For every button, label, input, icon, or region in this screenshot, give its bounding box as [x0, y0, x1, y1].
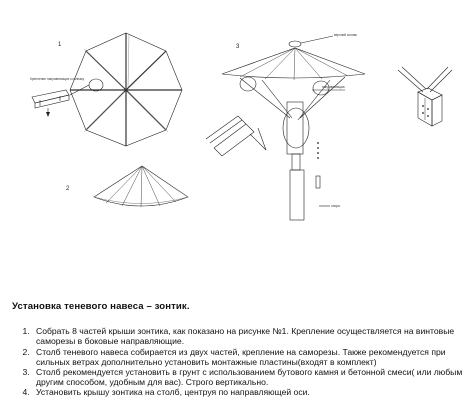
figure-2-roof-side-view [66, 166, 188, 207]
figure-3-number: 3 [236, 44, 240, 50]
cone-ribs [106, 166, 176, 207]
figure-3-callout-top: верхний колпак [334, 33, 357, 37]
figure-1-callout: Крепление направляющих к колпаку [30, 77, 85, 81]
figure-3-callout-pole: направляющая [322, 85, 345, 89]
mount-bolts [422, 105, 429, 117]
instruction-step-3: 3. Столб рекомендуется установить в грунт с использованием бутового камня и бетонной смеси( или любым другим способом, удобным для вас). Строго вертикально. [32, 367, 468, 387]
figure-3-full-assembly [206, 33, 365, 220]
installation-instructions [10, 302, 468, 398]
mount-block-side [432, 95, 442, 126]
mount-plate-icon [316, 176, 320, 188]
pole-joint [292, 154, 300, 170]
umbrella-ribs [240, 48, 348, 80]
figure-2-number: 2 [66, 186, 70, 192]
instruction-step-2: 2. Столб теневого навеса собирается из двух частей, крепление на саморезы. Также рекомендуется при сильных ветрах дополнительно установить монтажные пластины(входят в комплект) [32, 347, 468, 367]
cap-leader-line [301, 36, 333, 43]
top-cap [289, 41, 301, 47]
figure-1-roof-top-view [30, 33, 182, 146]
pole-lower-section [290, 170, 304, 220]
rail-section-detail [206, 116, 266, 156]
pole-upper-section [287, 102, 303, 154]
instruction-step-4: 4. Установить крышу зонтика на столб, центруя по направляющей оси. [32, 387, 468, 397]
detail-callout-circle [89, 79, 103, 91]
pole-rivets [317, 142, 319, 159]
figure-1-number: 1 [58, 42, 62, 48]
instruction-step-1: 1. Собрать 8 частей крыши зонтика, как показано на рисунке №1. Крепление осуществляется на винтовые саморезы в боковые направляющие. [32, 326, 468, 346]
rail-detail [32, 90, 69, 108]
arrow-head-icon [46, 112, 50, 117]
instructions-heading: Установка теневого навеса – зонтик. [12, 301, 190, 312]
instructions-list [10, 326, 468, 397]
figure-4-mount-detail [398, 67, 452, 126]
mount-braces [398, 67, 452, 92]
figure-3-callout-base: опора [331, 204, 340, 208]
strut-detail-circle-left [240, 77, 256, 91]
